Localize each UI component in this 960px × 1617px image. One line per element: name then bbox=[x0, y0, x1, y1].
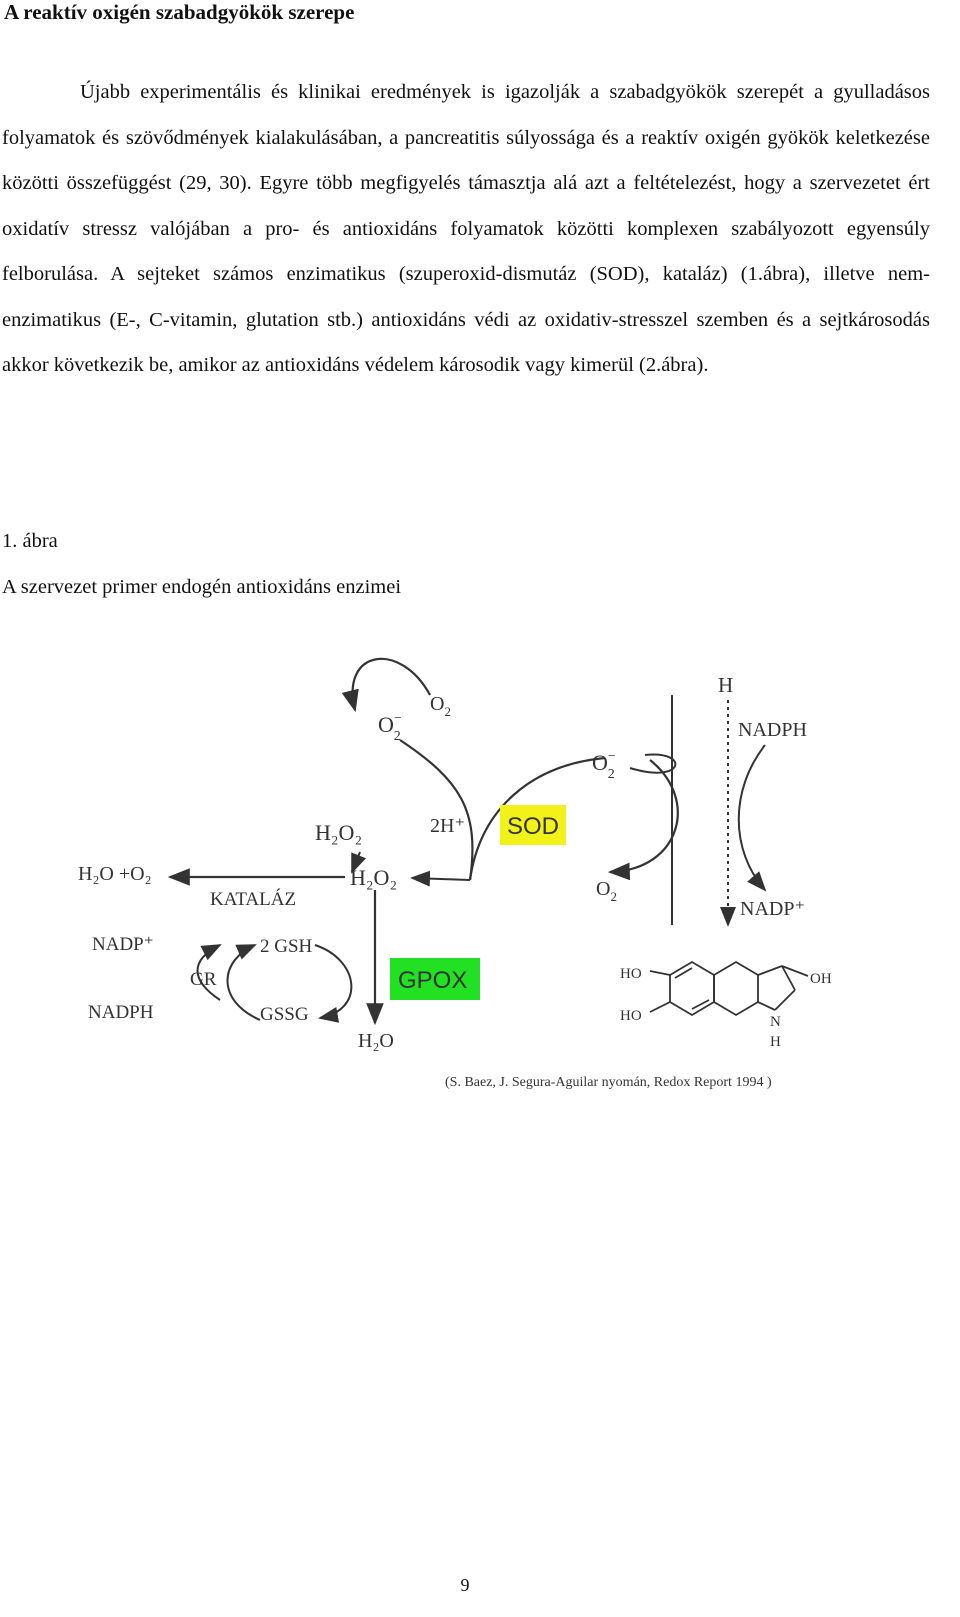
two-h-plus-label: 2H⁺ bbox=[430, 815, 465, 837]
h-top-label: H bbox=[718, 673, 734, 697]
body-paragraph: Újabb experimentális és klinikai eredmények is igazolják a szabadgyökök szerepét a gyulladásos folyamatok és szövődmények kialakulásában, a pancreatitis súlyossága és a reaktív oxigén gyökök keletkezése közötti összefüggést (29, 30). Egyre több megfigyelés támasztja alá azt a feltételezést, hogy a szervezetet ért oxidatív stressz valójában a pro- és antioxidáns folyamatok közötti komplexen szabályozott egyensúly felborulása. A sejteket számos enzimatikus (szuperoxid-dismutáz (SOD), kataláz) (1.ábra), illetve nem-enzimatikus (E-, C-vitamin, glutation stb.) antioxidáns védi az oxidativ-stresszel szemben és a sejtkárosodás akkor következik be, amikor az antioxidáns védelem károsodik vagy kimerül (2.ábra). bbox=[2, 81, 930, 376]
o2-minus-label-top: O− 2 bbox=[378, 711, 402, 744]
gssg-label: GSSG bbox=[260, 1004, 309, 1025]
o2-label: $O_2$ bbox=[430, 693, 451, 719]
h2o-bottom-label: H₂O bbox=[358, 1030, 394, 1052]
sod-loop-arrow bbox=[610, 760, 678, 872]
gsh-to-gssg-arc bbox=[315, 945, 351, 1018]
section-heading: A reaktív oxigén szabadgyökök szerepe bbox=[4, 0, 355, 24]
gr-label: GR bbox=[190, 969, 217, 990]
o2-label-right: $O_2$ bbox=[596, 878, 617, 904]
page-number: 9 bbox=[460, 1575, 470, 1595]
figure-citation: (S. Baez, J. Segura-Aguilar nyomán, Redox Report 1994 ) bbox=[445, 1075, 772, 1090]
nh-h-label: H bbox=[770, 1034, 781, 1050]
figure-title: A szervezet primer endogén antioxidáns enzimei bbox=[2, 576, 402, 598]
oh-label: OH bbox=[810, 971, 832, 987]
nadp-plus-left-label: NADP⁺ bbox=[92, 934, 154, 955]
gr-cycle-arc bbox=[228, 945, 261, 1020]
nadph-to-nadp-right-arc bbox=[739, 745, 765, 890]
o2-minus-label-right: O− 2 bbox=[592, 749, 616, 782]
nadph-left-label: NADPH bbox=[88, 1002, 154, 1023]
katalaz-label: KATALÁZ bbox=[210, 889, 297, 910]
ho-top-label: HO bbox=[620, 966, 642, 982]
n-label: N bbox=[770, 1014, 781, 1030]
nadph-right-label: NADPH bbox=[738, 719, 807, 741]
antioxidant-enzyme-diagram bbox=[60, 640, 880, 1110]
h2o2-mid-label: H₂O₂ bbox=[350, 865, 398, 890]
o2-recycle-arrow bbox=[353, 659, 430, 710]
nadp-plus-right-label: NADP⁺ bbox=[740, 898, 806, 920]
superoxide-curve-left bbox=[400, 740, 472, 880]
ho-bottom-label: HO bbox=[620, 1008, 642, 1024]
sod-to-h2o2-arrow bbox=[412, 878, 470, 880]
gpox-label: GPOX bbox=[398, 967, 468, 994]
molecule-structure bbox=[650, 962, 808, 1015]
figure-label: 1. ábra bbox=[2, 530, 58, 552]
h2o2-top-label: H₂O₂ bbox=[315, 820, 363, 845]
h2o-o2-label: H₂O +O₂ bbox=[78, 863, 152, 885]
sod-label: SOD bbox=[507, 813, 560, 840]
gsh-label: 2 GSH bbox=[260, 936, 313, 957]
